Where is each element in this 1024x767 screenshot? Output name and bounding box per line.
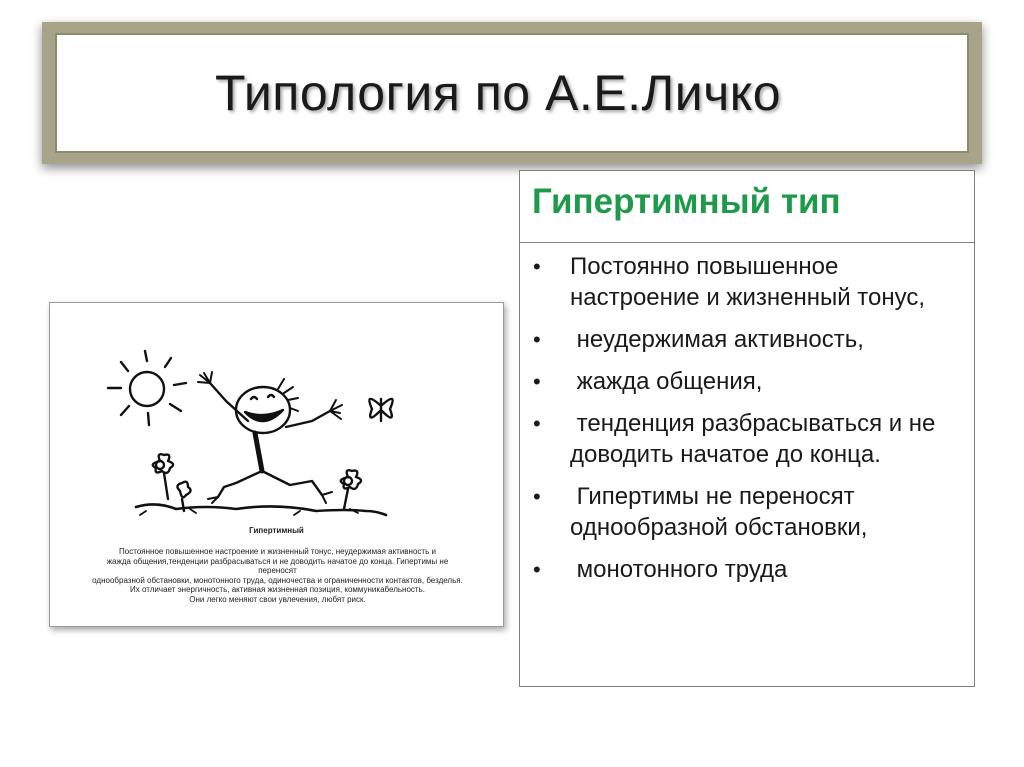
list-item-text: неудержимая активность, <box>570 326 864 353</box>
bullet-icon: • <box>533 254 541 279</box>
list-item-text: тенденция разбрасываться и не доводить начатое до конца. <box>570 410 943 468</box>
flower-icon <box>153 454 191 511</box>
list-item <box>520 554 974 585</box>
bullet-icon: • <box>533 484 541 509</box>
caption-line: Их отличает энергичность, активная жизненная позиция, коммуникабельность. <box>130 585 425 594</box>
bullet-icon: • <box>533 327 541 352</box>
butterfly-icon <box>369 399 392 421</box>
sun-icon <box>108 351 186 425</box>
info-heading: Гипертимный тип <box>532 181 841 221</box>
illustration-caption-title: Гипертимный <box>249 526 304 535</box>
list-item-text: Постоянно повышенное настроение и жизненный тонус, <box>570 253 926 311</box>
bullet-icon: • <box>533 557 541 582</box>
smiling-face-icon <box>236 379 298 433</box>
list-item-text: монотонного труда <box>570 556 788 583</box>
bullet-icon: • <box>533 411 541 436</box>
list-item <box>520 251 974 313</box>
caption-line: Постоянное повышенное настроение и жизненный тонус, неудержимая активность и <box>119 547 436 556</box>
slide-title: Типология по А.Е.Личко <box>214 65 782 121</box>
list-item-text: жажда общения, <box>570 368 763 395</box>
caption-line: Они легко меняют свои увлечения, любят риск. <box>189 594 366 604</box>
title-frame <box>42 22 982 164</box>
title-inner <box>55 33 969 153</box>
list-item <box>520 324 974 355</box>
list-item <box>520 408 974 470</box>
info-box <box>519 170 975 687</box>
flower-icon <box>341 470 361 509</box>
info-header <box>520 171 974 243</box>
illustration-card <box>49 302 504 627</box>
caption-line: жажда общения,тенденции разбрасываться и не доводить начатое до конца. Гипертимы не переносят <box>106 556 449 575</box>
list-item-text: Гипертимы не переносят однообразной обстановки, <box>570 483 868 541</box>
list-item <box>520 366 974 397</box>
caption-line: однообразной обстановки, монотонного труда, одиночества и ограниченности контактов, безделья. <box>92 575 463 585</box>
bullet-list <box>520 243 974 585</box>
bullet-icon: • <box>533 369 541 394</box>
list-item <box>520 481 974 543</box>
illustration-caption-body <box>90 547 465 604</box>
